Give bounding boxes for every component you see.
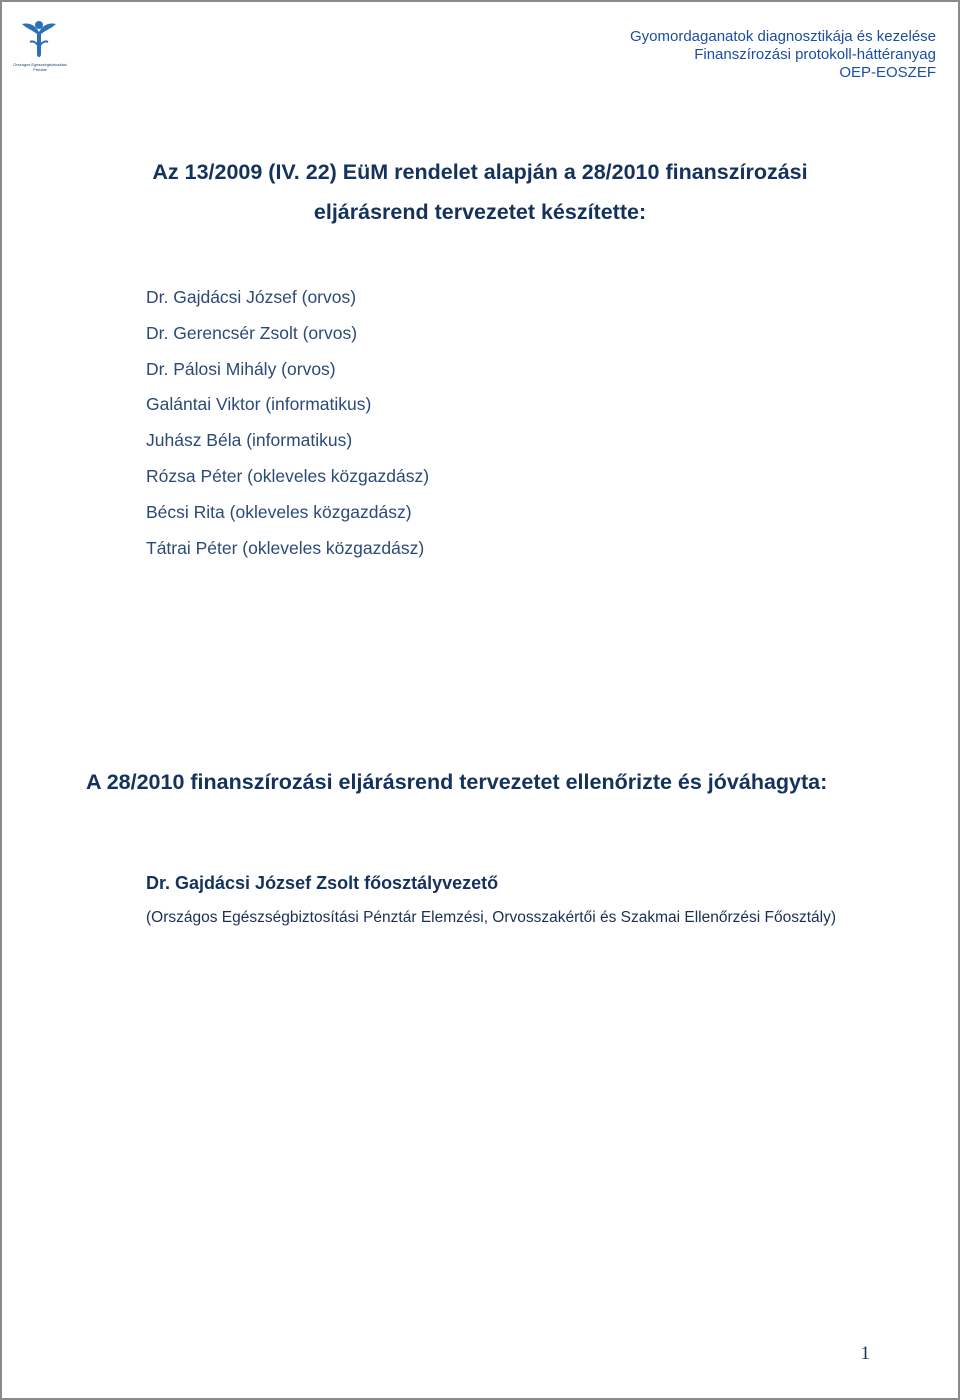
author-item: Galántai Viktor (informatikus) <box>146 394 372 415</box>
page-number: 1 <box>860 1343 870 1364</box>
author-item: Rózsa Péter (okleveles közgazdász) <box>146 465 430 486</box>
oep-logo-icon <box>8 18 70 64</box>
author-item: Dr. Gerencsér Zsolt (orvos) <box>146 322 358 343</box>
author-item: Bécsi Rita (okleveles közgazdász) <box>146 501 412 522</box>
logo-text: Országos Egészségbiztosítási Pénztár <box>13 62 67 72</box>
title-line-1: Az 13/2009 (IV. 22) EüM rendelet alapján a 28/2010 finanszírozási <box>152 160 808 184</box>
logo <box>8 18 70 74</box>
header-line-2: Finanszírozási protokoll-háttéranyag <box>694 46 936 63</box>
author-item: Dr. Gajdácsi József (orvos) <box>146 287 357 307</box>
header-line-1: Gyomordaganatok diagnosztikája és kezelése <box>629 28 936 45</box>
header-line-3: OEP-EOSZEF <box>839 64 936 81</box>
document-title <box>0 152 960 232</box>
document-header <box>630 28 936 82</box>
approval-heading: A 28/2010 finanszírozási eljárásrend tervezetet ellenőrizte és jóváhagyta: <box>86 770 828 794</box>
author-item: Juhász Béla (informatikus) <box>146 430 353 451</box>
author-item: Tátrai Péter (okleveles közgazdász) <box>146 537 425 558</box>
author-list <box>146 280 429 566</box>
approver-organization: (Országos Egészségbiztosítási Pénztár Elemzési, Orvosszakértői és Szakmai Ellenőrzési Főosztály) <box>146 909 836 926</box>
author-item: Dr. Pálosi Mihály (orvos) <box>146 358 336 379</box>
approver-name: Dr. Gajdácsi József Zsolt főosztályvezető <box>146 873 499 893</box>
title-line-2: eljárásrend tervezetet készítette: <box>313 200 647 224</box>
